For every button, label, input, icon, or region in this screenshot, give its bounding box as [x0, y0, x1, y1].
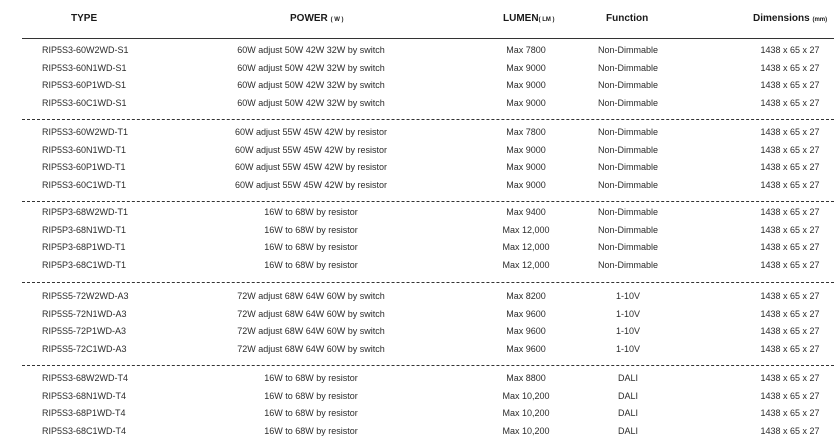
cell-power: 60W adjust 50W 42W 32W by switch [237, 97, 385, 108]
table-row [0, 423, 840, 440]
cell-power: 60W adjust 50W 42W 32W by switch [237, 80, 385, 91]
cell-type: RIP5S5-72N1WD-A3 [42, 308, 127, 319]
cell-lumen: Max 10,200 [502, 408, 550, 419]
cell-power: 16W to 68W by resistor [264, 242, 358, 253]
cell-lumen: Max 9600 [506, 308, 546, 319]
header-power-label: POWER [290, 13, 328, 24]
cell-type: RIP5S3-60C1WD-S1 [42, 97, 127, 108]
cell-function: 1-10V [615, 326, 641, 337]
cell-power: 16W to 68W by resistor [264, 408, 358, 419]
cell-lumen: Max 9000 [506, 179, 546, 190]
table-row [0, 95, 840, 112]
cell-lumen: Max 12,000 [502, 242, 550, 253]
cell-lumen: Max 10,200 [502, 425, 550, 436]
cell-dimensions: 1438 x 65 x 27 [760, 343, 820, 354]
cell-type: RIP5S3-68P1WD-T4 [42, 408, 126, 419]
cell-lumen: Max 9000 [506, 62, 546, 73]
cell-function: Non-Dimmable [597, 162, 659, 173]
cell-power: 60W adjust 50W 42W 32W by switch [237, 62, 385, 73]
cell-function: 1-10V [615, 343, 641, 354]
cell-lumen: Max 9600 [506, 343, 546, 354]
cell-function: Non-Dimmable [597, 127, 659, 137]
table-row [0, 370, 840, 387]
cell-lumen: Max 9000 [506, 144, 546, 155]
cell-type: RIP5P3-68P1WD-T1 [42, 242, 126, 253]
cell-type: RIP5P3-68N1WD-T1 [42, 224, 127, 235]
header-power [290, 13, 344, 24]
cell-function: DALI [617, 373, 638, 383]
cell-function: Non-Dimmable [597, 259, 659, 270]
cell-power: 16W to 68W by resistor [264, 207, 358, 217]
table-row [0, 257, 840, 274]
table-row [0, 306, 840, 323]
table-row [0, 142, 840, 159]
table-row [0, 124, 840, 141]
cell-lumen: Max 8200 [506, 291, 546, 301]
cell-function: Non-Dimmable [597, 45, 659, 55]
cell-power: 60W adjust 55W 45W 42W by resistor [234, 162, 388, 173]
cell-dimensions: 1438 x 65 x 27 [760, 179, 820, 190]
cell-function: DALI [617, 425, 638, 436]
table-row [0, 60, 840, 77]
cell-dimensions: 1438 x 65 x 27 [760, 207, 820, 217]
table-row [0, 42, 840, 59]
cell-lumen: Max 7800 [506, 45, 546, 55]
cell-lumen: Max 10,200 [502, 390, 550, 401]
cell-power: 16W to 68W by resistor [264, 224, 358, 235]
table-row [0, 204, 840, 221]
cell-function: Non-Dimmable [597, 224, 659, 235]
cell-lumen: Max 9600 [506, 326, 546, 337]
cell-lumen: Max 9000 [506, 162, 546, 173]
table-row [0, 222, 840, 239]
group-divider [22, 365, 834, 366]
header-dimensions-label: Dimensions [753, 13, 810, 24]
cell-lumen: Max 12,000 [502, 259, 550, 270]
cell-dimensions: 1438 x 65 x 27 [760, 127, 820, 137]
cell-type: RIP5P3-68C1WD-T1 [42, 259, 127, 270]
cell-function: DALI [617, 390, 638, 401]
cell-power: 72W adjust 68W 64W 60W by switch [237, 291, 385, 301]
header-power-unit: ( W ) [330, 17, 344, 23]
cell-function: Non-Dimmable [597, 207, 659, 217]
cell-type: RIP5S3-60P1WD-T1 [42, 162, 126, 173]
header-lumen-label: LUMEN [503, 13, 539, 24]
cell-lumen: Max 9000 [506, 80, 546, 91]
header-lumen-unit: ( LM ) [538, 17, 555, 23]
table-row [0, 239, 840, 256]
cell-function: 1-10V [615, 308, 641, 319]
cell-type: RIP5S3-60P1WD-S1 [42, 80, 127, 91]
cell-type: RIP5S3-68W2WD-T4 [42, 373, 129, 383]
cell-power: 72W adjust 68W 64W 60W by switch [237, 343, 385, 354]
cell-function: Non-Dimmable [597, 242, 659, 253]
cell-type: RIP5S5-72C1WD-A3 [42, 343, 127, 354]
cell-dimensions: 1438 x 65 x 27 [760, 97, 820, 108]
cell-dimensions: 1438 x 65 x 27 [760, 326, 820, 337]
header-function: Function [606, 13, 649, 24]
table-header [0, 0, 840, 36]
cell-function: Non-Dimmable [597, 97, 659, 108]
cell-power: 72W adjust 68W 64W 60W by switch [237, 308, 385, 319]
cell-function: 1-10V [615, 291, 641, 301]
table-row [0, 177, 840, 194]
cell-lumen: Max 8800 [506, 373, 546, 383]
cell-dimensions: 1438 x 65 x 27 [760, 224, 820, 235]
cell-power: 16W to 68W by resistor [264, 259, 358, 270]
table-row [0, 341, 840, 358]
cell-dimensions: 1438 x 65 x 27 [760, 259, 820, 270]
cell-lumen: Max 9400 [506, 207, 546, 217]
header-divider [22, 38, 834, 39]
table-row [0, 77, 840, 94]
cell-type: RIP5S3-60N1WD-S1 [42, 62, 127, 73]
table-row [0, 323, 840, 340]
cell-power: 60W adjust 55W 45W 42W by resistor [234, 144, 388, 155]
cell-type: RIP5S3-68N1WD-T4 [42, 390, 127, 401]
cell-power: 60W adjust 55W 45W 42W by resistor [234, 127, 388, 137]
cell-power: 60W adjust 55W 45W 42W by resistor [234, 179, 388, 190]
cell-dimensions: 1438 x 65 x 27 [760, 408, 820, 419]
cell-dimensions: 1438 x 65 x 27 [760, 373, 820, 383]
group-divider [22, 201, 834, 202]
cell-function: Non-Dimmable [597, 179, 659, 190]
cell-dimensions: 1438 x 65 x 27 [760, 242, 820, 253]
cell-function: Non-Dimmable [597, 62, 659, 73]
cell-lumen: Max 12,000 [502, 224, 550, 235]
cell-lumen: Max 7800 [506, 127, 546, 137]
cell-power: 16W to 68W by resistor [264, 425, 358, 436]
cell-dimensions: 1438 x 65 x 27 [760, 144, 820, 155]
cell-dimensions: 1438 x 65 x 27 [760, 291, 820, 301]
cell-power: 72W adjust 68W 64W 60W by switch [237, 326, 385, 337]
cell-dimensions: 1438 x 65 x 27 [760, 162, 820, 173]
cell-dimensions: 1438 x 65 x 27 [760, 425, 820, 436]
cell-function: Non-Dimmable [597, 144, 659, 155]
cell-power: 60W adjust 50W 42W 32W by switch [237, 45, 385, 55]
table-row [0, 405, 840, 422]
cell-power: 16W to 68W by resistor [264, 373, 358, 383]
group-divider [22, 119, 834, 120]
header-dimensions [753, 13, 827, 24]
table-row [0, 388, 840, 405]
group-divider [22, 282, 834, 283]
cell-type: RIP5S3-60W2WD-T1 [42, 127, 129, 137]
cell-function: Non-Dimmable [597, 80, 659, 91]
cell-dimensions: 1438 x 65 x 27 [760, 62, 820, 73]
header-lumen [503, 13, 555, 24]
cell-type: RIP5S5-72P1WD-A3 [42, 326, 127, 337]
cell-type: RIP5S3-60C1WD-T1 [42, 179, 127, 190]
cell-dimensions: 1438 x 65 x 27 [760, 45, 820, 55]
cell-dimensions: 1438 x 65 x 27 [760, 80, 820, 91]
header-dimensions-unit: (mm) [812, 17, 828, 23]
cell-power: 16W to 68W by resistor [264, 390, 358, 401]
cell-dimensions: 1438 x 65 x 27 [760, 390, 820, 401]
table-row [0, 159, 840, 176]
cell-type: RIP5S3-60W2WD-S1 [42, 45, 129, 55]
cell-type: RIP5S3-60N1WD-T1 [42, 144, 127, 155]
cell-type: RIP5S5-72W2WD-A3 [42, 291, 129, 301]
cell-lumen: Max 9000 [506, 97, 546, 108]
cell-type: RIP5P3-68W2WD-T1 [42, 207, 129, 217]
table-row [0, 288, 840, 305]
header-type: TYPE [71, 13, 98, 24]
cell-dimensions: 1438 x 65 x 27 [760, 308, 820, 319]
cell-type: RIP5S3-68C1WD-T4 [42, 425, 127, 436]
cell-function: DALI [617, 408, 638, 419]
